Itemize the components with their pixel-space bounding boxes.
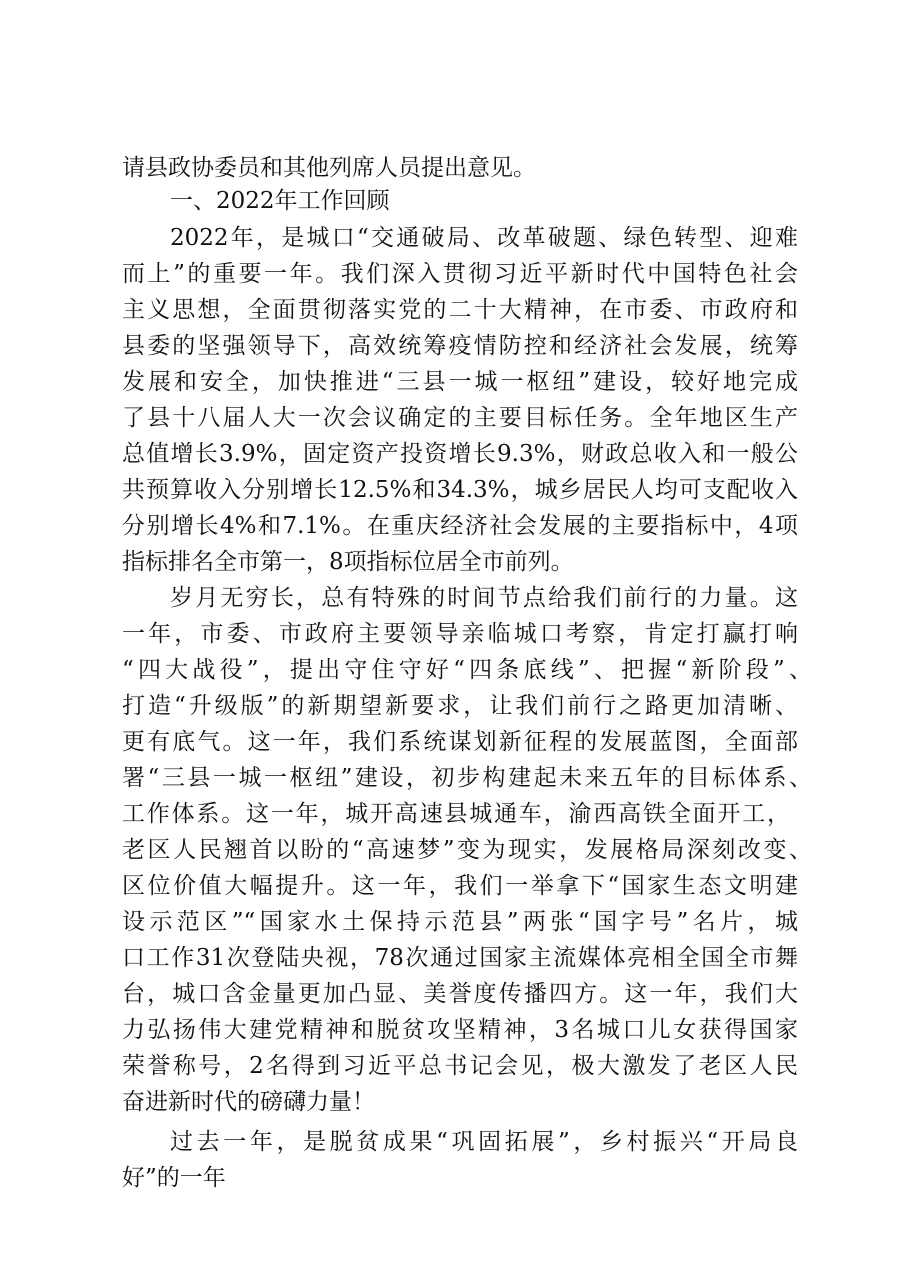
text-line: 荣誉称号，2名得到习近平总书记会见，极大激发了老区人民 <box>122 1053 798 1079</box>
text-line: 奋进新时代的磅礴力量！ <box>122 1089 375 1115</box>
text-line: 区位价值大幅提升。这一年，我们一举拿下“国家生态文明建 <box>122 873 798 899</box>
text-line: 过去一年，是脱贫成果“巩固拓展”，乡村振兴“开局良 <box>170 1129 798 1155</box>
text-line: 而上”的重要一年。我们深入贯彻习近平新时代中国特色社会 <box>122 261 798 287</box>
text-line: 口工作31次登陆央视，78次通过国家主流媒体亮相全国全市舞 <box>122 945 798 971</box>
text-line: 指标排名全市第一，8项指标位居全市前列。 <box>122 549 574 575</box>
text-line: 主义思想，全面贯彻落实党的二十大精神，在市委、市政府和 <box>122 297 798 323</box>
text-line: “四大战役”，提出守住守好“四条底线”、把握“新阶段”、 <box>122 657 812 683</box>
text-line: 岁月无穷长，总有特殊的时间节点给我们前行的力量。这 <box>170 585 798 611</box>
text-line: 分别增长4%和7.1%。在重庆经济社会发展的主要指标中，4项 <box>122 513 798 539</box>
text-line: 共预算收入分别增长12.5%和34.3%，城乡居民人均可支配收入 <box>122 477 798 503</box>
text-line: 一年，市委、市政府主要领导亲临城口考察，肯定打赢打响 <box>122 621 798 647</box>
text-line: 好”的一年 <box>122 1165 226 1191</box>
text-line: 更有底气。这一年，我们系统谋划新征程的发展蓝图，全面部 <box>122 729 798 755</box>
text-line: 老区人民翘首以盼的“高速梦”变为现实，发展格局深刻改变、 <box>122 837 812 863</box>
text-line: 请县政协委员和其他列席人员提出意见。 <box>122 155 536 181</box>
section-heading: 一、2022年工作回顾 <box>170 188 390 214</box>
text-line: 县委的坚强领导下，高效统筹疫情防控和经济社会发展，统筹 <box>122 333 798 359</box>
text-line: 台，城口含金量更加凸显、美誉度传播四方。这一年，我们大 <box>122 981 798 1007</box>
text-line: 设示范区”“国家水土保持示范县”两张“国字号”名片，城 <box>122 909 798 935</box>
text-line: 了县十八届人大一次会议确定的主要目标任务。全年地区生产 <box>122 405 798 431</box>
text-line: 工作体系。这一年，城开高速县城通车，渝西高铁全面开工， <box>122 801 790 827</box>
text-line: 总值增长3.9%，固定资产投资增长9.3%，财政总收入和一般公 <box>122 441 798 467</box>
text-line: 署“三县一城一枢纽”建设，初步构建起未来五年的目标体系、 <box>122 765 812 791</box>
text-line: 发展和安全，加快推进“三县一城一枢纽”建设，较好地完成 <box>122 369 798 395</box>
text-line: 打造“升级版”的新期望新要求，让我们前行之路更加清晰、 <box>122 693 798 719</box>
text-line: 力弘扬伟大建党精神和脱贫攻坚精神，3名城口儿女获得国家 <box>122 1017 798 1043</box>
text-line: 2022年，是城口“交通破局、改革破题、绿色转型、迎难 <box>170 225 798 251</box>
